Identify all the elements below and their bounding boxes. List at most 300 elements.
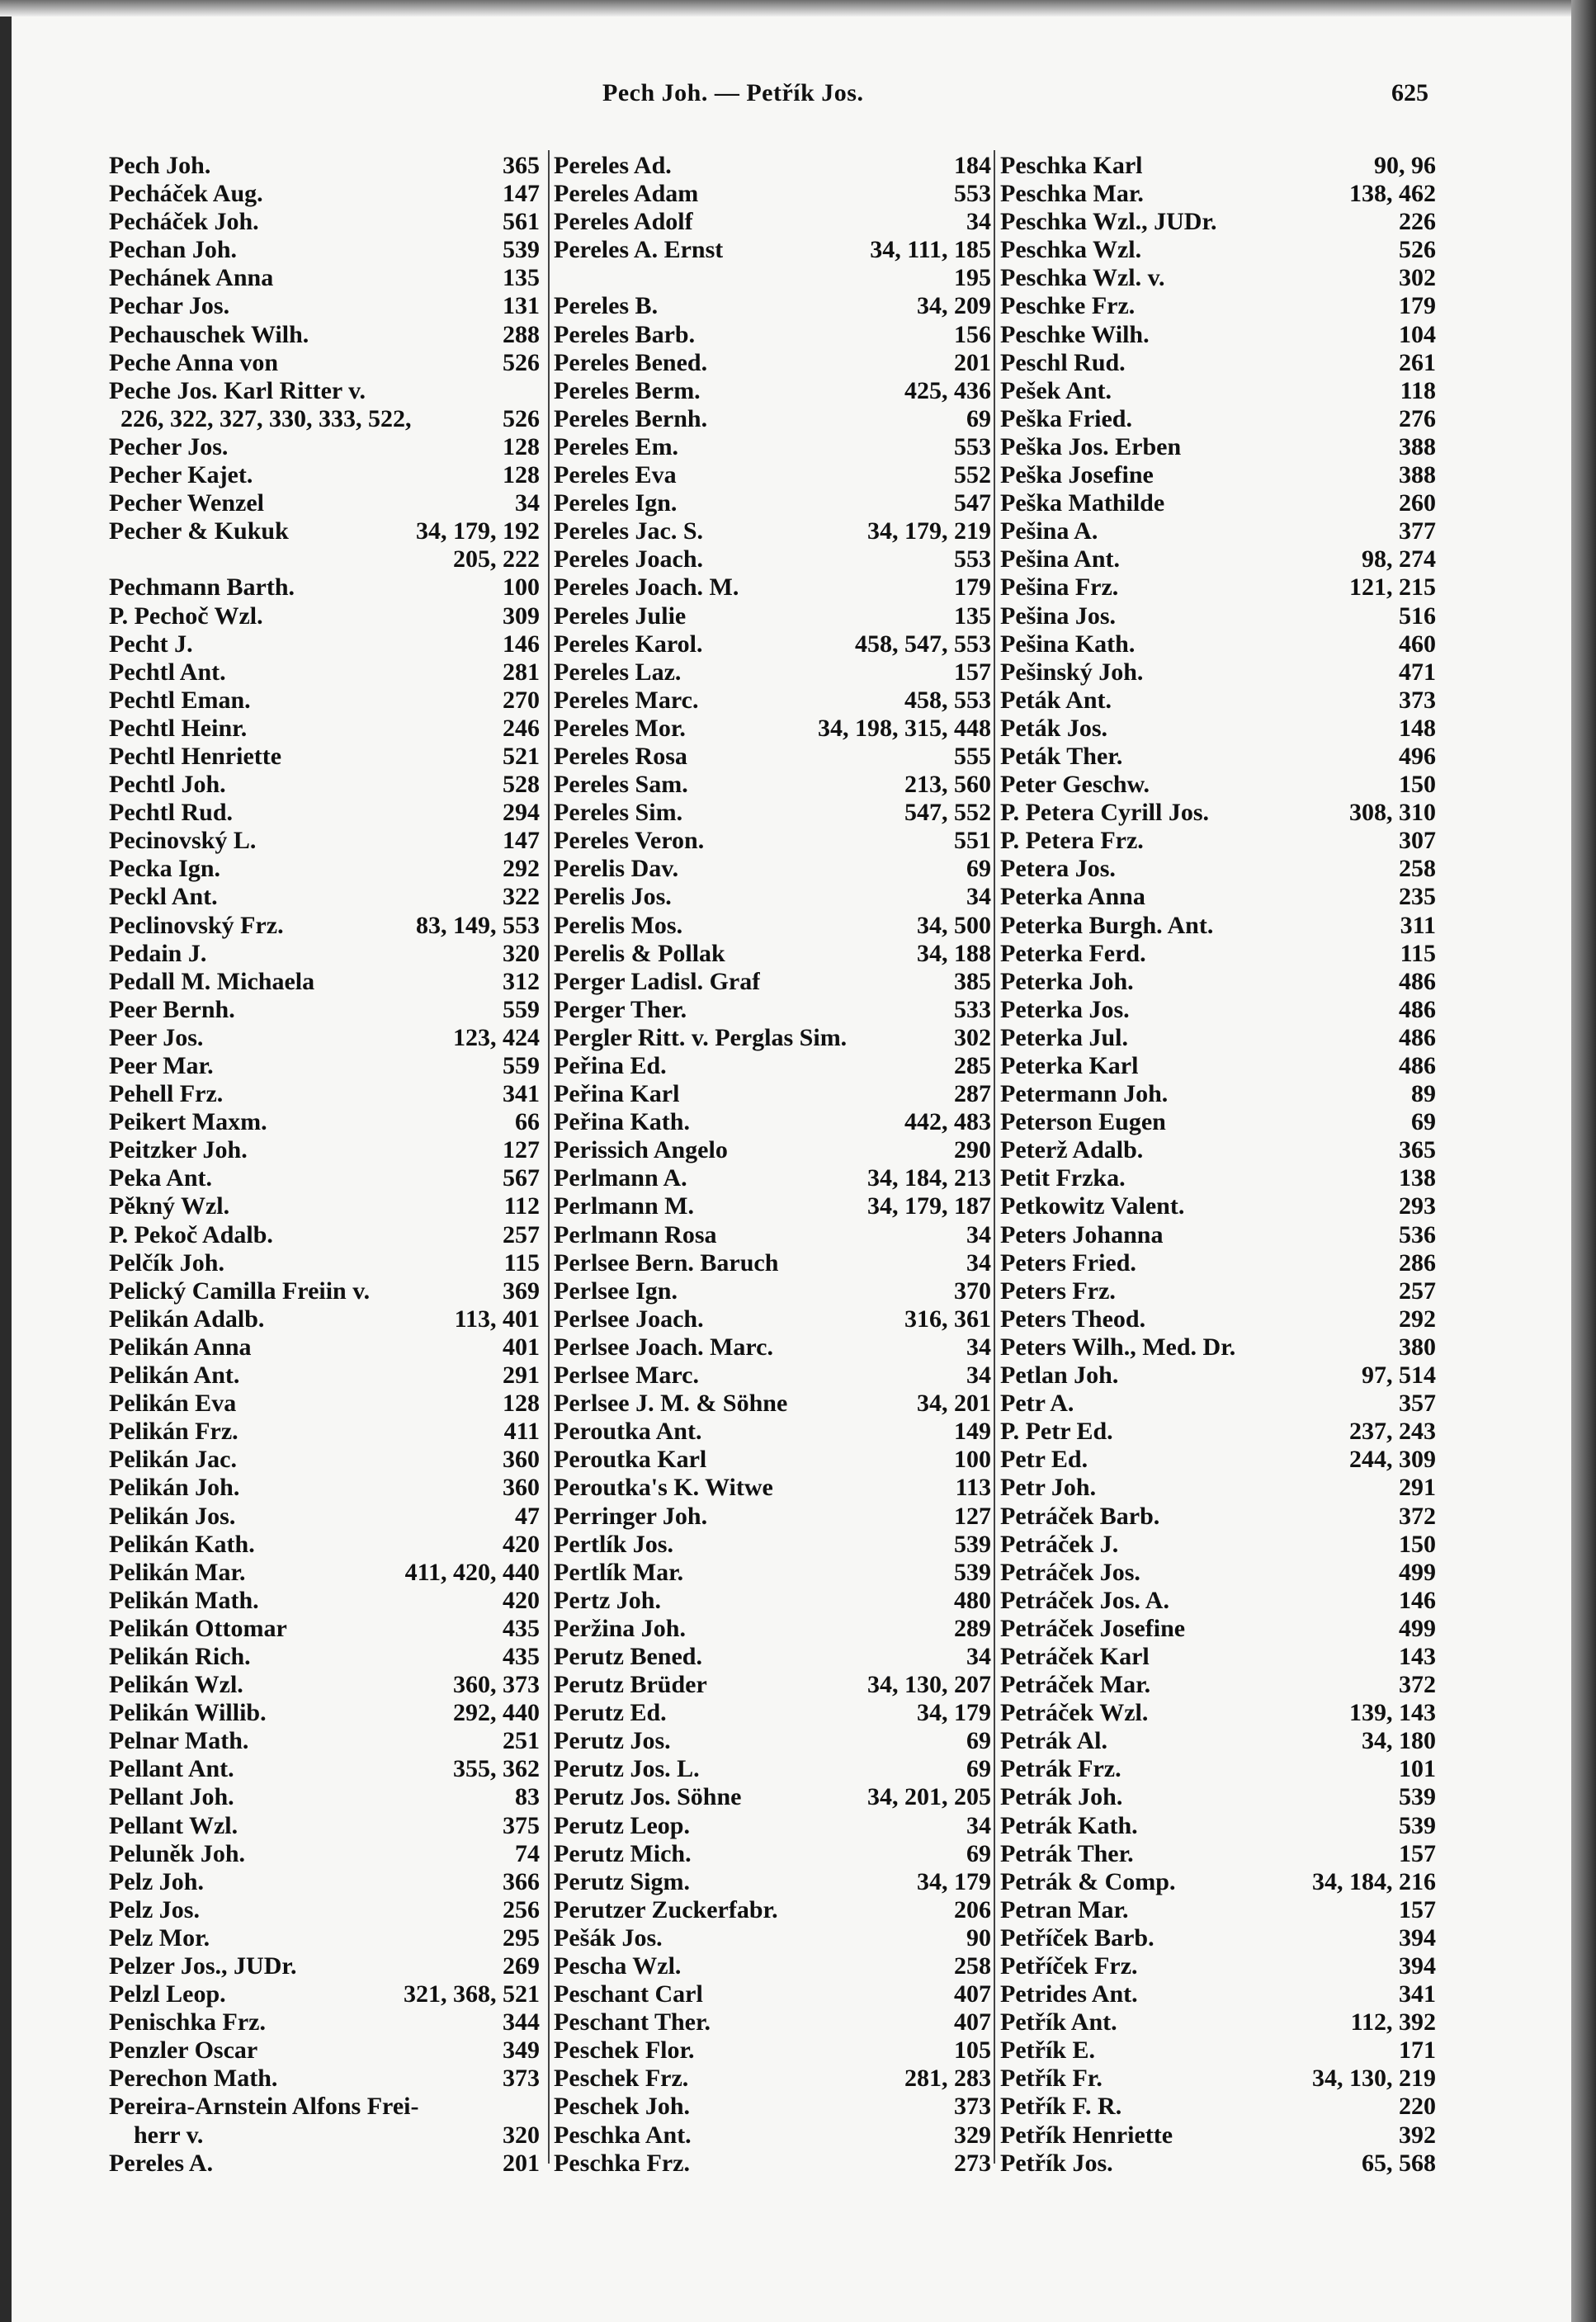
entry-pages: 34, 179, 219 [867, 517, 991, 545]
entry-name: Petráček J. [1000, 1530, 1119, 1558]
entry-name: Pereles A. Ernst [554, 236, 724, 264]
entry-name: Pereles Laz. [554, 658, 682, 686]
index-entry [1000, 855, 1436, 883]
entry-name: Peschka Karl [1000, 152, 1143, 179]
index-entry [1000, 743, 1436, 771]
entry-pages: 533 [954, 995, 991, 1023]
entry-pages: 307 [1399, 827, 1436, 855]
index-entry [1000, 208, 1436, 236]
index-entry [1000, 1896, 1436, 1924]
index-entry [109, 1812, 540, 1840]
index-entry [554, 1362, 991, 1390]
entry-name: Pecka Ign. [109, 855, 220, 883]
index-entry [109, 602, 540, 630]
entry-pages: 128 [503, 1390, 540, 1418]
entry-pages: 442, 483 [904, 1108, 991, 1136]
entry-pages: 385 [954, 967, 991, 995]
entry-name: Petrák Frz. [1000, 1755, 1121, 1783]
entry-name: Pelikán Frz. [109, 1418, 238, 1446]
entry-pages: 179 [1399, 292, 1436, 320]
entry-pages: 320 [503, 939, 540, 967]
entry-name: Perutzer Zuckerfabr. [554, 1895, 778, 1923]
index-entry [109, 1277, 540, 1305]
entry-pages: 34, 188 [917, 939, 991, 967]
entry-name: Pechtl Rud. [109, 799, 233, 827]
entry-name: Pereles Sam. [554, 771, 688, 799]
index-entry [1000, 1840, 1436, 1868]
entry-name: Pelčík Joh. [109, 1248, 224, 1277]
entry-pages: 401 [503, 1333, 540, 1361]
entry-name: Peschka Wzl. [1000, 236, 1142, 264]
index-entry [554, 2150, 991, 2178]
entry-pages: 138 [1399, 1164, 1436, 1192]
index-entry [1000, 2065, 1436, 2093]
entry-name: Pelikán Jos. [109, 1502, 236, 1530]
index-entry [109, 1305, 540, 1333]
entry-name: Pereles Ign. [554, 489, 678, 517]
entry-pages: 47 [515, 1502, 540, 1530]
index-entry [554, 292, 991, 320]
entry-pages: 281 [503, 658, 540, 686]
entry-pages: 288 [503, 320, 540, 348]
index-entry [109, 2150, 540, 2178]
entry-pages: 237, 243 [1349, 1418, 1436, 1446]
entry-pages: 375 [503, 1811, 540, 1839]
entry-name: Pereles Mor. [554, 714, 686, 742]
entry-name: Pelikán Ottomar [109, 1614, 287, 1642]
entry-pages: 273 [954, 2149, 991, 2177]
index-column-1 [109, 152, 540, 2178]
entry-pages: 257 [1399, 1277, 1436, 1305]
entry-name: Perelis & Pollak [554, 939, 725, 967]
entry-name: Pecher Kajet. [109, 461, 253, 489]
entry-name: Petřík Henriette [1000, 2121, 1173, 2149]
entry-name: Peterson Eugen [1000, 1108, 1166, 1136]
index-entry [1000, 1643, 1436, 1671]
entry-name: Perlmann Rosa [554, 1220, 717, 1248]
index-entry [554, 799, 991, 827]
entry-name: Peschant Carl [554, 1980, 703, 2008]
entry-name: Pellant Wzl. [109, 1811, 238, 1839]
index-entry [109, 1221, 540, 1249]
index-entry [109, 940, 540, 968]
entry-pages: 118 [1400, 376, 1436, 404]
entry-pages: 258 [954, 1952, 991, 1980]
entry-pages: 365 [503, 152, 540, 179]
index-entry [1000, 1108, 1436, 1136]
entry-pages: 260 [1399, 489, 1436, 517]
entry-pages: 539 [1399, 1783, 1436, 1811]
entry-name: Pelický Camilla Freiin v. [109, 1277, 371, 1305]
entry-name: Pereles Karol. [554, 630, 703, 658]
entry-pages: 561 [503, 208, 540, 236]
index-entry [554, 321, 991, 349]
entry-name: Perlsee Joach. Marc. [554, 1333, 774, 1361]
entry-name: Peschka Wzl., JUDr. [1000, 208, 1217, 236]
entry-name: Pecháček Aug. [109, 180, 263, 208]
index-entry [109, 1924, 540, 1952]
entry-name: Pereles Sim. [554, 799, 683, 827]
entry-pages: 308, 310 [1349, 799, 1436, 827]
entry-name: Pelnar Math. [109, 1727, 249, 1755]
entry-name: Pereles Rosa [554, 742, 687, 770]
entry-name: Petit Frzka. [1000, 1164, 1126, 1192]
entry-pages: 526 [503, 348, 540, 376]
entry-name: Pechmann Barth. [109, 573, 295, 602]
entry-pages: 34, 111, 185 [870, 236, 991, 264]
index-entry [109, 912, 540, 940]
entry-name: Peschka Mar. [1000, 180, 1144, 208]
entry-pages: 471 [1399, 658, 1436, 686]
index-entry [554, 1643, 991, 1671]
entry-name: Petermann Joh. [1000, 1080, 1169, 1108]
entry-name: P. Pekoč Adalb. [109, 1220, 273, 1248]
entry-pages: 372 [1399, 1671, 1436, 1699]
index-entry [554, 743, 991, 771]
index-entry [554, 912, 991, 940]
index-entry [109, 1559, 540, 1587]
entry-pages: 34, 179 [917, 1867, 991, 1895]
entry-pages: 360, 373 [453, 1671, 540, 1699]
index-entry [1000, 968, 1436, 996]
entry-name: Peche Jos. Karl Ritter v. [109, 376, 366, 404]
index-entry [109, 771, 540, 799]
index-entry [109, 630, 540, 658]
entry-name: Pelz Mor. [109, 1923, 210, 1952]
entry-name: Pereles Joach. M. [554, 573, 739, 602]
index-entry [554, 968, 991, 996]
entry-name: Petrák & Comp. [1000, 1867, 1176, 1895]
entry-pages: 420 [503, 1586, 540, 1614]
entry-name: Petrák Ther. [1000, 1839, 1134, 1867]
index-entry [109, 517, 540, 545]
index-entry [554, 1080, 991, 1108]
entry-name: Petráček Jos. [1000, 1558, 1140, 1586]
entry-pages: 148 [1399, 714, 1436, 742]
entry-pages: 526 [503, 404, 540, 432]
entry-name: Peterka Ferd. [1000, 939, 1146, 967]
entry-name: Pedain J. [109, 939, 207, 967]
entry-pages: 97, 514 [1362, 1362, 1436, 1390]
entry-name: Pereles B. [554, 292, 659, 320]
entry-name: Petřík F. R. [1000, 2093, 1122, 2121]
entry-pages: 69 [966, 855, 991, 883]
entry-name: Pecher & Kukuk [109, 517, 289, 545]
entry-pages: 34 [966, 883, 991, 911]
index-entry [1000, 1080, 1436, 1108]
entry-name: Perutz Bened. [554, 1642, 702, 1670]
index-entry [1000, 687, 1436, 715]
index-entry [554, 715, 991, 743]
index-entry [1000, 2150, 1436, 2178]
entry-pages: 373 [503, 2065, 540, 2093]
entry-name: Pelikán Jac. [109, 1446, 237, 1474]
entry-name: Petkowitz Valent. [1000, 1192, 1185, 1220]
entry-pages: 195 [954, 264, 991, 292]
entry-name: Petrák Kath. [1000, 1811, 1138, 1839]
entry-name: Perger Ladisl. Graf [554, 967, 761, 995]
entry-pages: 113 [955, 1474, 991, 1502]
entry-name: Pechan Joh. [109, 236, 238, 264]
entry-pages: 127 [954, 1502, 991, 1530]
entry-name: Pellant Ant. [109, 1755, 234, 1783]
entry-pages: 486 [1399, 1052, 1436, 1079]
entry-pages: 373 [954, 2093, 991, 2121]
entry-pages: 150 [1399, 771, 1436, 799]
entry-name: Perelis Jos. [554, 883, 672, 911]
index-entry [554, 1587, 991, 1615]
entry-pages: 135 [503, 264, 540, 292]
entry-name: Peterka Jul. [1000, 1023, 1128, 1051]
entry-name: Petr Joh. [1000, 1474, 1097, 1502]
index-entry [109, 1333, 540, 1362]
index-entry [554, 1249, 991, 1277]
entry-name: Peter Geschw. [1000, 771, 1150, 799]
index-entry [109, 1840, 540, 1868]
index-entry [109, 1503, 540, 1531]
index-entry [1000, 321, 1436, 349]
index-entry [554, 152, 991, 180]
index-entry [1000, 1277, 1436, 1305]
entry-pages: 536 [1399, 1220, 1436, 1248]
index-entry [1000, 1474, 1436, 1502]
running-title: Pech Joh. — Petřík Jos. [602, 79, 864, 106]
index-entry [109, 2036, 540, 2065]
entry-pages: 553 [954, 180, 991, 208]
index-entry [1000, 1783, 1436, 1811]
entry-pages: 115 [1400, 939, 1436, 967]
entry-pages: 34 [515, 489, 540, 517]
entry-name: P. Pechoč Wzl. [109, 602, 263, 630]
entry-pages: 34, 201, 205 [867, 1783, 991, 1811]
index-entry [109, 208, 540, 236]
entry-pages: 377 [1399, 517, 1436, 545]
entry-name: Pechtl Heinr. [109, 714, 248, 742]
entry-name: Petráček Barb. [1000, 1502, 1160, 1530]
entry-pages: 320 [503, 2121, 540, 2149]
entry-name: Peschka Ant. [554, 2121, 692, 2149]
entry-name: Pelikán Adalb. [109, 1305, 265, 1333]
index-entry [109, 461, 540, 489]
entry-name: Peterka Burgh. Ant. [1000, 911, 1214, 939]
index-entry [109, 996, 540, 1024]
index-entry [554, 1503, 991, 1531]
entry-name: Pereira-Arnstein Alfons Frei- [109, 2093, 419, 2121]
index-entry [109, 1671, 540, 1699]
index-entry [109, 715, 540, 743]
column-divider [994, 150, 995, 2164]
entry-pages: 90 [966, 1923, 991, 1952]
entry-name: Petrák Joh. [1000, 1783, 1123, 1811]
entry-pages: 105 [954, 2036, 991, 2065]
entry-name: Petr A. [1000, 1390, 1074, 1418]
entry-pages: 101 [1399, 1755, 1436, 1783]
entry-pages: 360 [503, 1474, 540, 1502]
index-entry [554, 630, 991, 658]
index-entry [1000, 1362, 1436, 1390]
entry-name: Petlan Joh. [1000, 1362, 1119, 1390]
entry-pages: 83, 149, 553 [416, 911, 540, 939]
index-entry [109, 1080, 540, 1108]
entry-pages: 146 [503, 630, 540, 658]
index-entry [554, 1474, 991, 1502]
index-entry [1000, 799, 1436, 827]
entry-name: Perlsee J. M. & Söhne [554, 1390, 788, 1418]
entry-name: Pellant Joh. [109, 1783, 234, 1811]
entry-pages: 34, 180 [1362, 1727, 1436, 1755]
index-entry [554, 1783, 991, 1811]
entry-pages: 458, 553 [904, 686, 991, 714]
entry-pages: 499 [1399, 1558, 1436, 1586]
entry-name: Peroutka Karl [554, 1446, 707, 1474]
entry-pages: 539 [954, 1530, 991, 1558]
index-entry [554, 2008, 991, 2036]
index-entry [1000, 405, 1436, 433]
index-entry [1000, 1192, 1436, 1220]
entry-name: Pedall M. Michaela [109, 967, 315, 995]
entry-pages: 316, 361 [904, 1305, 991, 1333]
entry-pages: 147 [503, 827, 540, 855]
entry-pages: 341 [1399, 1980, 1436, 2008]
entry-name: Pereles Barb. [554, 320, 696, 348]
index-entry [109, 1024, 540, 1052]
entry-pages: 257 [503, 1220, 540, 1248]
entry-pages: 553 [954, 432, 991, 460]
page-header [0, 79, 1596, 116]
index-entry [554, 1418, 991, 1446]
entry-pages: 344 [503, 2008, 540, 2036]
entry-name: Perutz Ed. [554, 1699, 667, 1727]
entry-name: Perutz Mich. [554, 1839, 692, 1867]
index-entry [554, 883, 991, 911]
entry-pages: 34, 184, 213 [867, 1164, 991, 1192]
index-entry [109, 1136, 540, 1164]
entry-name: Perringer Joh. [554, 1502, 708, 1530]
entry-name: Peška Josefine [1000, 461, 1154, 489]
index-entry [1000, 573, 1436, 602]
index-entry [554, 405, 991, 433]
entry-name: Peroutka Ant. [554, 1418, 702, 1446]
entry-pages: 276 [1399, 404, 1436, 432]
index-entry [109, 1249, 540, 1277]
entry-name: Pechtl Ant. [109, 658, 226, 686]
entry-pages: 499 [1399, 1614, 1436, 1642]
entry-name: Peták Ant. [1000, 686, 1112, 714]
entry-pages: 309 [503, 602, 540, 630]
index-entry [1000, 1390, 1436, 1418]
index-entry [109, 827, 540, 855]
index-entry [554, 1277, 991, 1305]
entry-name: Perutz Leop. [554, 1811, 690, 1839]
entry-pages: 66 [515, 1108, 540, 1136]
entry-pages: 292 [1399, 1305, 1436, 1333]
entry-name: Perutz Sigm. [554, 1867, 690, 1895]
entry-name: Pěkný Wzl. [109, 1192, 230, 1220]
entry-pages: 458, 547, 553 [855, 630, 991, 658]
entry-name: Peroutka's K. Witwe [554, 1474, 773, 1502]
entry-pages: 244, 309 [1349, 1446, 1436, 1474]
entry-name: Peschka Wzl. v. [1000, 264, 1165, 292]
index-entry [109, 2065, 540, 2093]
entry-pages: 285 [954, 1052, 991, 1079]
entry-pages: 311 [1400, 911, 1436, 939]
entry-pages: 360 [503, 1446, 540, 1474]
entry-pages: 104 [1399, 320, 1436, 348]
index-entry [1000, 1727, 1436, 1755]
entry-name: Peterž Adalb. [1000, 1136, 1144, 1164]
index-entry [109, 405, 540, 433]
entry-pages: 100 [954, 1446, 991, 1474]
index-entry [554, 1840, 991, 1868]
index-entry [1000, 545, 1436, 573]
index-entry [109, 1052, 540, 1080]
entry-pages: 138, 462 [1349, 180, 1436, 208]
entry-name: Pereles Jac. S. [554, 517, 704, 545]
index-entry [109, 1531, 540, 1559]
index-entry [554, 827, 991, 855]
entry-pages: 526 [1399, 236, 1436, 264]
index-entry [1000, 1699, 1436, 1727]
index-entry [109, 152, 540, 180]
entry-name: Pechar Jos. [109, 292, 230, 320]
index-entry [109, 236, 540, 264]
entry-name: Petráček Mar. [1000, 1671, 1151, 1699]
scan-top-edge [0, 0, 1596, 17]
index-entry [1000, 1024, 1436, 1052]
index-entry [554, 1164, 991, 1192]
entry-name: Peták Jos. [1000, 714, 1107, 742]
index-entry [554, 658, 991, 687]
index-entry [109, 1418, 540, 1446]
entry-pages: 290 [954, 1136, 991, 1164]
index-entry [109, 1474, 540, 1502]
index-entry [554, 264, 991, 292]
index-entry [109, 687, 540, 715]
entry-pages: 121, 215 [1349, 573, 1436, 602]
index-entry [109, 1896, 540, 1924]
entry-name: Peržina Joh. [554, 1614, 686, 1642]
entry-pages: 539 [1399, 1811, 1436, 1839]
entry-name: Pereles Julie [554, 602, 687, 630]
entry-pages: 157 [1399, 1895, 1436, 1923]
entry-name: Peschka Frz. [554, 2149, 690, 2177]
index-entry [1000, 996, 1436, 1024]
entry-pages: 486 [1399, 967, 1436, 995]
index-entry [1000, 2008, 1436, 2036]
entry-pages: 258 [1399, 855, 1436, 883]
index-entry [109, 968, 540, 996]
entry-name: Pelikán Anna [109, 1333, 252, 1361]
entry-pages: 366 [503, 1867, 540, 1895]
index-entry [554, 940, 991, 968]
entry-name: Peters Theod. [1000, 1305, 1146, 1333]
entry-pages: 201 [954, 348, 991, 376]
index-entry [554, 1390, 991, 1418]
index-entry [1000, 2121, 1436, 2150]
index-entry [109, 349, 540, 377]
entry-name: Pechtl Henriette [109, 742, 282, 770]
index-entry [554, 1699, 991, 1727]
index-entry [1000, 2093, 1436, 2121]
entry-pages: 34, 179, 187 [867, 1192, 991, 1220]
entry-pages: 291 [503, 1362, 540, 1390]
entry-name: Pertlík Mar. [554, 1558, 684, 1586]
entry-pages: 547, 552 [904, 799, 991, 827]
entry-name: Perlmann M. [554, 1192, 694, 1220]
entry-name: Petrák Al. [1000, 1727, 1107, 1755]
entry-name: Perlsee Ign. [554, 1277, 678, 1305]
entry-pages: 34 [966, 1811, 991, 1839]
